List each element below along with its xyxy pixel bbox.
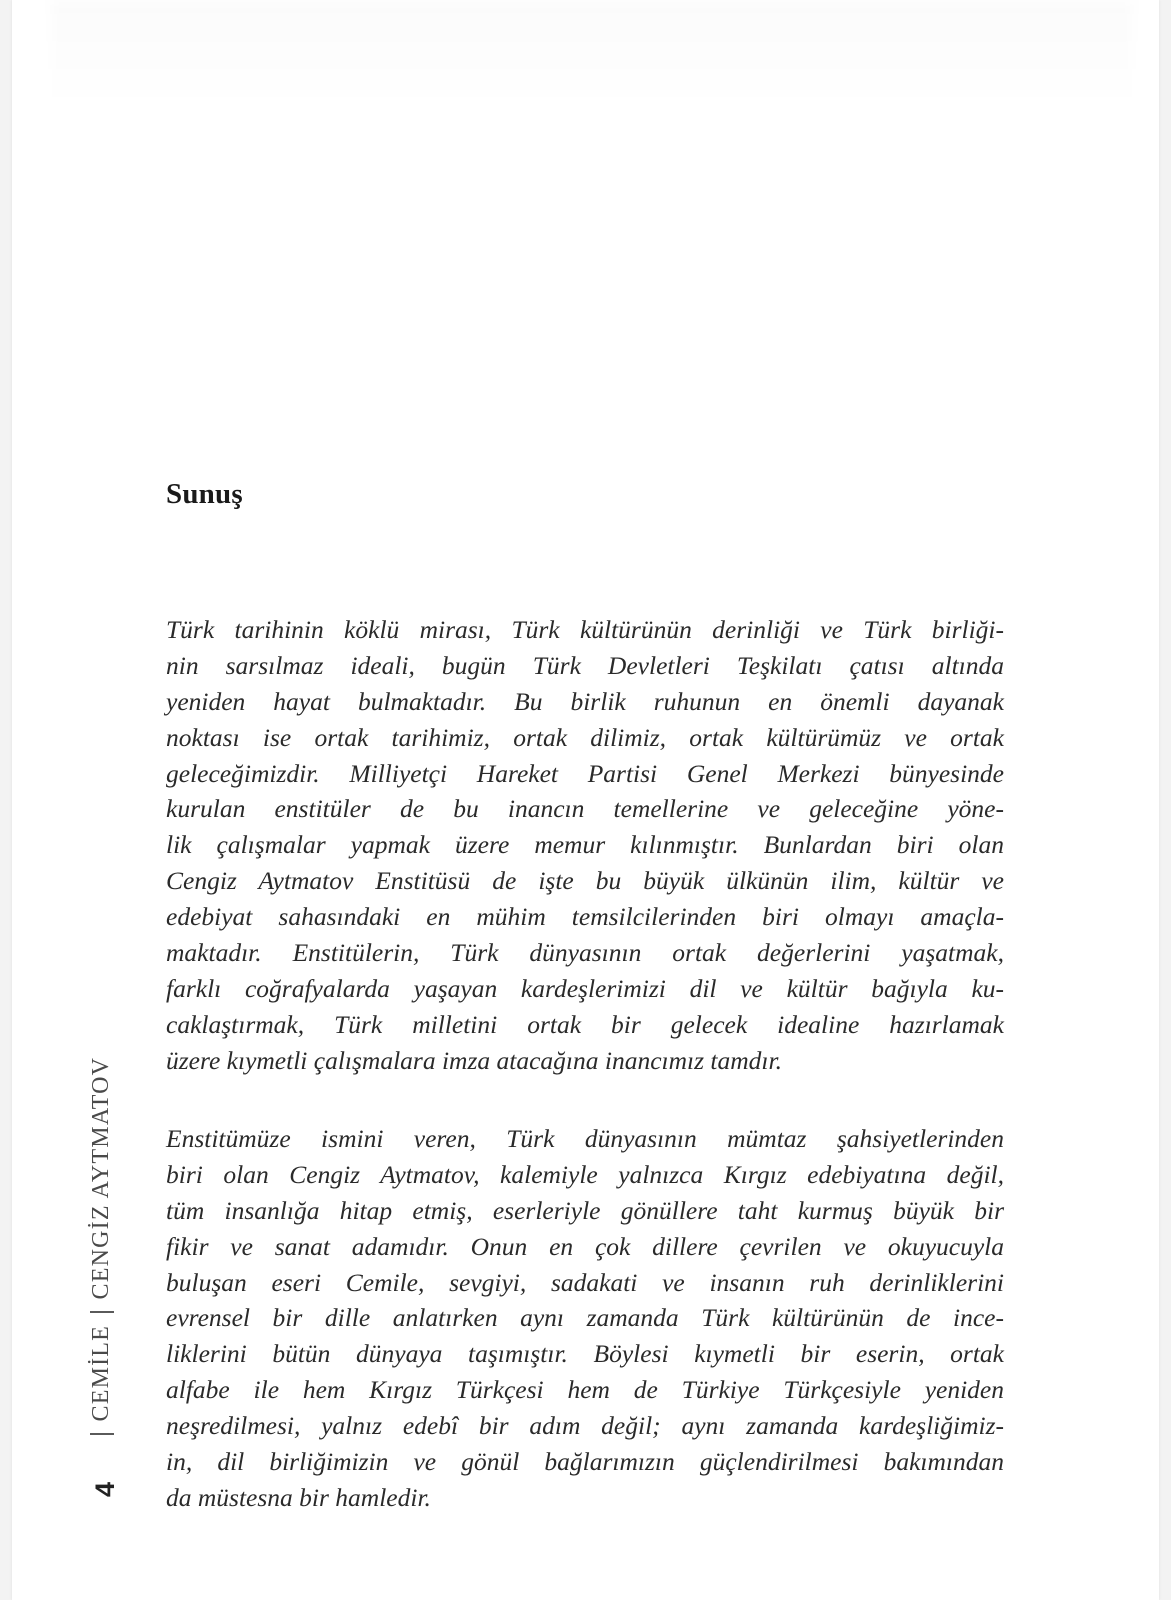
text-line: in, dil birliğimizin ve gönül bağlarımızın güçlendirilmesi bakımından [166, 1447, 1004, 1477]
running-head-divider [90, 1434, 114, 1436]
text-line: neşredilmesi, yalnız edebî bir adım değil; aynı zamanda kardeşliğimiz- [166, 1411, 1004, 1441]
text-line: nin sarsılmaz ideali, bugün Türk Devletleri Teşkilatı çatısı altında [166, 650, 1004, 680]
text-line: fikir ve sanat adamıdır. Onun en çok dillere çevrilen ve okuyucuyla [166, 1231, 1004, 1261]
text-line: farklı coğrafyalarda yaşayan kardeşlerimizi dil ve kültür bağıyla ku- [166, 973, 1004, 1003]
text-line: liklerini bütün dünyaya taşımıştır. Böylesi kıymetli bir eserin, ortak [166, 1339, 1004, 1369]
text-line: biri olan Cengiz Aytmatov, kalemiyle yalnızca Kırgız edebiyatına değil, [166, 1159, 1004, 1189]
text-line: kurulan enstitüler de bu inancın temellerine ve geleceğine yöne- [166, 794, 1004, 824]
text-line: lik çalışmalar yapmak üzere memur kılınmıştır. Bunlardan biri olan [166, 830, 1004, 860]
text-line: Enstitümüze ismini veren, Türk dünyasının mümtaz şahsiyetlerinden [166, 1124, 1004, 1153]
text-line: Cengiz Aytmatov Enstitüsü de işte bu büyük ülkünün ilim, kültür ve [166, 866, 1004, 896]
text-line: noktası ise ortak tarihimiz, ortak dilimiz, ortak kültürümüz ve ortak [166, 722, 1004, 752]
text-line: caklaştırmak, Türk milletini ortak bir gelecek idealine hazırlamak [166, 1009, 1004, 1039]
paragraph-2 [166, 1121, 1004, 1516]
paragraph-1 [166, 612, 1004, 1079]
text-line: yeniden hayat bulmaktadır. Bu birlik ruhunun en önemli dayanak [166, 686, 1004, 716]
text-line: edebiyat sahasındaki en mühim temsilcilerinden biri olmayı amaçla- [166, 902, 1004, 932]
page-number: 4 [90, 1481, 120, 1497]
page-title: Sunuş [166, 478, 243, 510]
text-line: geleceğimizdir. Milliyetçi Hareket Partisi Genel Merkezi bünyesinde [166, 758, 1004, 788]
text-line: tüm insanlığa hitap etmiş, eserleriyle gönüllere taht kurmuş büyük bir [166, 1195, 1004, 1225]
page-shadow [52, 0, 1132, 110]
text-line: evrensel bir dille anlatırken aynı zamanda Türk kültürünün de ince- [166, 1303, 1004, 1333]
running-head [88, 1057, 115, 1447]
running-head-author: CENGİZ AYTMATOV [88, 1056, 114, 1300]
text-line: maktadır. Enstitülerin, Türk dünyasının ortak değerlerini yaşatmak, [166, 938, 1004, 968]
text-line: Türk tarihinin köklü mirası, Türk kültürünün derinliği ve Türk birliği- [166, 615, 1004, 644]
text-line: buluşan eseri Cemile, sevgiyi, sadakati ve insanın ruh derinliklerini [166, 1267, 1004, 1297]
text-line: üzere kıymetli çalışmalara imza atacağına inancımız tamdır. [166, 1045, 782, 1075]
running-head-divider [90, 1311, 114, 1313]
text-line: da müstesna bir hamledir. [166, 1482, 431, 1512]
text-line: alfabe ile hem Kırgız Türkçesi hem de Türkiye Türkçesiyle yeniden [166, 1375, 1004, 1405]
running-head-title: CEMİLE [88, 1324, 114, 1422]
